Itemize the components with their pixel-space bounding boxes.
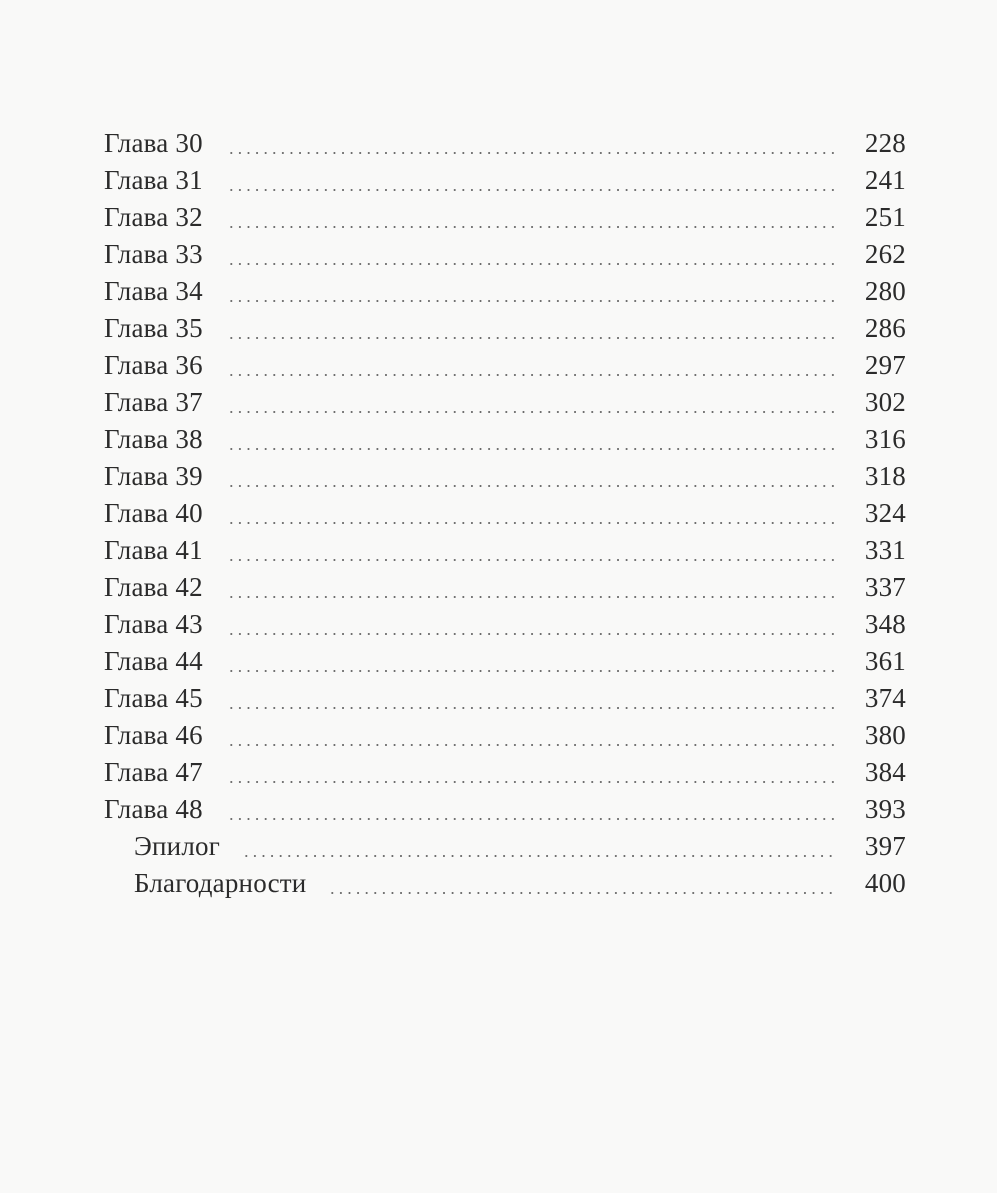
toc-entry [104,680,906,717]
toc-entry-page-number: 361 [864,646,906,676]
toc-entry [104,384,906,421]
dot-leader [227,670,836,672]
toc-entry-title: Эпилог [134,831,220,861]
toc-entry [104,791,906,828]
toc-entry-page-number: 286 [864,313,906,343]
toc-entry-title: Глава 47 [104,757,203,787]
toc-entry [104,421,906,458]
toc-entry-page-number: 280 [864,276,906,306]
dot-leader [227,781,836,783]
toc-entry [104,828,906,865]
dot-leader [227,152,836,154]
toc-entry-title: Глава 32 [104,202,203,232]
toc-entry-page-number: 241 [864,165,906,195]
dot-leader [227,189,836,191]
toc-entry [104,754,906,791]
toc-entry-title: Глава 36 [104,350,203,380]
toc-entry-page-number: 393 [864,794,906,824]
toc-entry-title: Благодарности [134,868,307,898]
dot-leader [227,559,836,561]
toc-entry [104,125,906,162]
toc-entry-page-number: 400 [864,868,906,898]
dot-leader [227,374,836,376]
toc-entry-title: Глава 38 [104,424,203,454]
toc-entry-title: Глава 33 [104,239,203,269]
toc-entry [104,865,906,902]
toc-entry [104,273,906,310]
toc-entry-title: Глава 41 [104,535,203,565]
toc-entry-title: Глава 34 [104,276,203,306]
toc-entry [104,606,906,643]
toc-entry-page-number: 384 [864,757,906,787]
dot-leader [328,892,836,894]
toc-entry [104,162,906,199]
dot-leader [227,485,836,487]
toc-entry [104,495,906,532]
dot-leader [227,448,836,450]
toc-entry-title: Глава 40 [104,498,203,528]
toc-entry-page-number: 302 [864,387,906,417]
toc-entry [104,347,906,384]
toc-entry-page-number: 380 [864,720,906,750]
dot-leader [227,744,836,746]
toc-entry [104,236,906,273]
toc-entry-page-number: 262 [864,239,906,269]
toc-entry [104,532,906,569]
toc-entry-page-number: 397 [864,831,906,861]
toc-entry-page-number: 324 [864,498,906,528]
toc-entry [104,643,906,680]
toc-entry-title: Глава 35 [104,313,203,343]
toc-entry-title: Глава 46 [104,720,203,750]
toc-entry-page-number: 228 [864,128,906,158]
dot-leader [227,226,836,228]
toc-entry-page-number: 337 [864,572,906,602]
toc-entry-page-number: 331 [864,535,906,565]
toc-entry-page-number: 348 [864,609,906,639]
toc-entry-title: Глава 37 [104,387,203,417]
toc-entry [104,717,906,754]
toc-entry-title: Глава 48 [104,794,203,824]
dot-leader [227,337,836,339]
dot-leader [242,855,836,857]
toc-entry-title: Глава 43 [104,609,203,639]
toc-entry-page-number: 251 [864,202,906,232]
toc-entry [104,199,906,236]
toc-entry-title: Глава 31 [104,165,203,195]
toc-entry-title: Глава 45 [104,683,203,713]
dot-leader [227,707,836,709]
toc-entry-title: Глава 42 [104,572,203,602]
table-of-contents [104,125,906,902]
toc-entry-title: Глава 44 [104,646,203,676]
toc-entry-page-number: 318 [864,461,906,491]
toc-entry-page-number: 297 [864,350,906,380]
dot-leader [227,522,836,524]
dot-leader [227,633,836,635]
toc-entry [104,310,906,347]
dot-leader [227,818,836,820]
toc-entry-page-number: 316 [864,424,906,454]
dot-leader [227,411,836,413]
toc-entry-title: Глава 39 [104,461,203,491]
dot-leader [227,596,836,598]
dot-leader [227,263,836,265]
toc-entry-page-number: 374 [864,683,906,713]
toc-entry-title: Глава 30 [104,128,203,158]
toc-entry [104,458,906,495]
dot-leader [227,300,836,302]
toc-entry [104,569,906,606]
